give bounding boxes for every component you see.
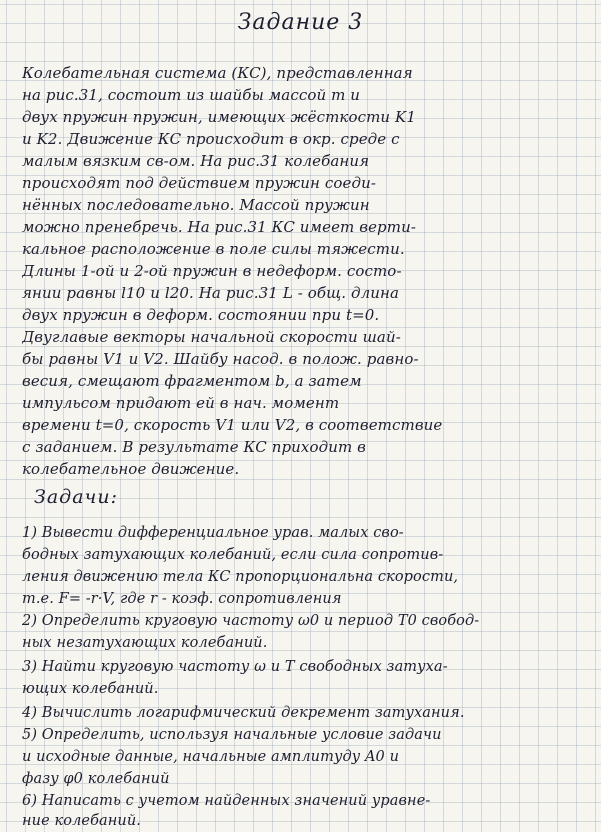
task-line: 3) Найти круговую частоту ω и T свободных затуха- [22, 659, 448, 675]
task-line: т.е. F= -r·V, где r - коэф. сопротивления [22, 591, 342, 607]
task-line: ние колебаний. [22, 813, 142, 829]
paragraph-line: происходят под действием пружин соеди- [22, 174, 377, 192]
paragraph-line: весия, смещают фрагментом b, а затем [22, 372, 362, 390]
task-line: 6) Написать с учетом найденных значений уравне- [22, 793, 431, 809]
paragraph-line: можно пренебречь. На рис.31 КС имеет верти- [22, 218, 416, 236]
task-line: 5) Определить, используя начальные условие задачи [22, 727, 442, 743]
paragraph-line: малым вязким св-ом. На рис.31 колебания [22, 152, 370, 170]
task-line: ных незатухающих колебаний. [22, 635, 268, 651]
paragraph-line: нённых последовательно. Массой пружин [22, 196, 370, 214]
paragraph-line: янии равны l10 и l20. На рис.31 L - общ. длина [22, 284, 400, 302]
paragraph-line: бы равны V1 и V2. Шайбу насод. в полож. равно- [22, 350, 419, 368]
paragraph-line: Двуглавые векторы начальной скорости шай- [22, 328, 401, 346]
paragraph-line: двух пружин в деформ. состоянии при t=0. [22, 306, 380, 324]
task-line: ющих колебаний. [22, 681, 159, 697]
paragraph-line: Колебательная система (КС), представленная [22, 64, 413, 82]
task-line: фазу φ0 колебаний [22, 771, 170, 787]
task-line: 1) Вывести дифференциальное урав. малых сво- [22, 525, 404, 541]
task-line: ления движению тела КС пропорциональна скорости, [22, 569, 459, 585]
paragraph-line: и K2. Движение КС происходит в окр. среде с [22, 130, 400, 148]
task-line: и исходные данные, начальные амплитуду A0 и [22, 749, 400, 765]
paragraph-line: Длины 1-ой и 2-ой пружин в недеформ. состо- [22, 262, 402, 280]
task-line: 4) Вычислить логарифмический декремент затухания. [22, 705, 465, 721]
paragraph-line: с заданием. В результате КС приходит в [22, 438, 366, 456]
task-line: бодных затухающих колебаний, если сила сопротив- [22, 547, 444, 563]
task-line: 2) Определить круговую частоту ω0 и период T0 свобод- [22, 613, 480, 629]
paragraph-line: времени t=0, скорость V1 или V2, в соответствие [22, 416, 443, 434]
paragraph-line: колебательное движение. [22, 460, 240, 478]
paragraph-line: импульсом придают ей в нач. момент [22, 394, 340, 412]
paragraph-line: кальное расположение в поле силы тяжести. [22, 240, 405, 258]
paragraph-line: на рис.31, состоит из шайбы массой m и [22, 86, 361, 104]
paragraph-line: двух пружин пружин, имеющих жёсткости K1 [22, 108, 417, 126]
page-title: Задание 3 [237, 10, 364, 35]
tasks-heading: Задачи: [34, 486, 118, 508]
